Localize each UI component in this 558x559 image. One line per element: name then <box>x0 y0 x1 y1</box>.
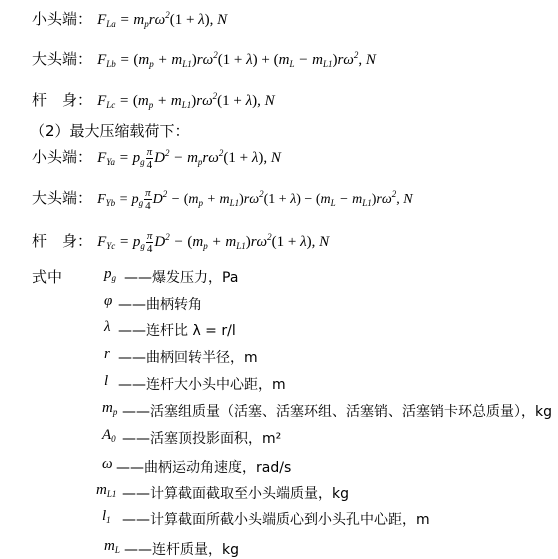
definition-symbol-letter: A <box>102 427 112 443</box>
definition-text: ——连杆大小头中心距，m <box>118 377 286 393</box>
formula-rod-body <box>32 89 275 110</box>
definition-text: ——连杆比 λ = r/l <box>118 323 236 339</box>
fraction-pi-over-4: $\frac{\pi}{4}$ <box>146 230 153 256</box>
label-big-end: 大头端： <box>32 50 93 68</box>
definition-symbol <box>104 319 111 336</box>
formula-small-end <box>32 8 227 29</box>
definition-symbol-letter: λ <box>104 319 111 335</box>
definition-text: ——连杆质量，kg <box>124 542 239 558</box>
formula-FLc: $F_{Lc} = (m_p + m_{L1})r\omega^2(1 + \lambda)$, N <box>97 91 275 110</box>
label-rod-body-2: 杆 身： <box>32 232 93 250</box>
definition-symbol <box>104 266 116 283</box>
definition-symbol <box>104 373 108 390</box>
definition-symbol-letter: m <box>96 482 107 498</box>
where-label: 式中 <box>32 268 63 286</box>
formula-FYc: $F_{Yc} = p_g$ $\frac{\pi}{4}$ $D^2 - (m_p + m_{L1})r\omega^2(1 + \lambda)$, N <box>97 230 330 256</box>
definition-text: ——曲柄运动角速度，rad/s <box>116 460 292 476</box>
definition-symbol <box>104 293 112 310</box>
definition-symbol <box>104 538 120 555</box>
section-2-heading: （2）最大压缩载荷下： <box>30 122 190 140</box>
definition-text: ——计算截面所截小头端质心到小头孔中心距，m <box>122 512 430 528</box>
definition-symbol-letter: φ <box>104 293 113 309</box>
definition-symbol-subscript: p <box>112 407 118 417</box>
definition-symbol <box>96 482 116 499</box>
definition-symbol-letter: l <box>102 508 107 524</box>
formula-rod-body-compression <box>32 230 329 255</box>
formula-FLa: $F_{La} = m_pr\omega^2(1 + \lambda)$, N <box>97 10 228 29</box>
label-small-end: 小头端： <box>32 10 93 28</box>
definition-text: ——爆发压力，Pa <box>124 270 239 286</box>
definition-symbol <box>102 456 113 473</box>
definition-symbol <box>102 427 116 444</box>
label-big-end-2: 大头端： <box>32 189 93 207</box>
definition-symbol-letter: ω <box>102 456 113 472</box>
label-small-end-2: 小头端： <box>32 148 93 166</box>
formula-big-end <box>32 48 376 69</box>
definition-symbol-letter: l <box>104 373 109 389</box>
definition-symbol-letter: p <box>104 266 112 282</box>
definition-symbol-subscript: g <box>111 273 116 283</box>
definition-symbol-letter: r <box>104 346 110 362</box>
label-rod-body: 杆 身： <box>32 91 93 109</box>
fraction-pi-over-4: $\frac{\pi}{4}$ <box>146 146 153 172</box>
definition-symbol-subscript: L <box>114 545 120 555</box>
definition-symbol-letter: m <box>104 538 115 554</box>
definition-text: ——活塞组质量（活塞、活塞环组、活塞销、活塞销卡环总质量），kg <box>122 404 552 420</box>
formula-FYa: $F_{Ya} = p_g$ $\frac{\pi}{4}$ $D^2 - m_pr\omega^2(1 + \lambda)$, N <box>97 146 281 172</box>
formula-small-end-compression <box>32 146 281 171</box>
definition-symbol <box>104 346 110 363</box>
formula-big-end-compression <box>32 187 413 212</box>
definition-text: ——计算截面截取至小头端质量，kg <box>122 486 349 502</box>
definition-symbol <box>102 400 117 417</box>
definition-text: ——曲柄转角 <box>118 297 202 313</box>
definition-text: ——曲柄回转半径，m <box>118 350 258 366</box>
definition-symbol-subscript: 0 <box>111 434 116 444</box>
definition-symbol-subscript: 1 <box>106 515 111 525</box>
definition-symbol-subscript: L1 <box>106 489 117 499</box>
definition-text: ——活塞顶投影面积，m² <box>122 431 282 447</box>
fraction-pi-over-4: $\frac{\pi}{4}$ <box>145 187 151 213</box>
formula-FLb: $F_{Lb} = (m_p + m_{L1})r\omega^2(1 + \lambda) + (m_L - m_{L1})r\omega^2$, N <box>97 50 376 69</box>
formula-FYb: $F_{Yb} = p_g$ $\frac{\pi}{4}$ $D^2 - (m_p + m_{L1})r\omega^2(1 + \lambda) - (m_L - m_{L1})r\omega^2$, N <box>97 187 413 213</box>
definition-symbol <box>102 508 111 525</box>
definition-symbol-letter: m <box>102 400 113 416</box>
